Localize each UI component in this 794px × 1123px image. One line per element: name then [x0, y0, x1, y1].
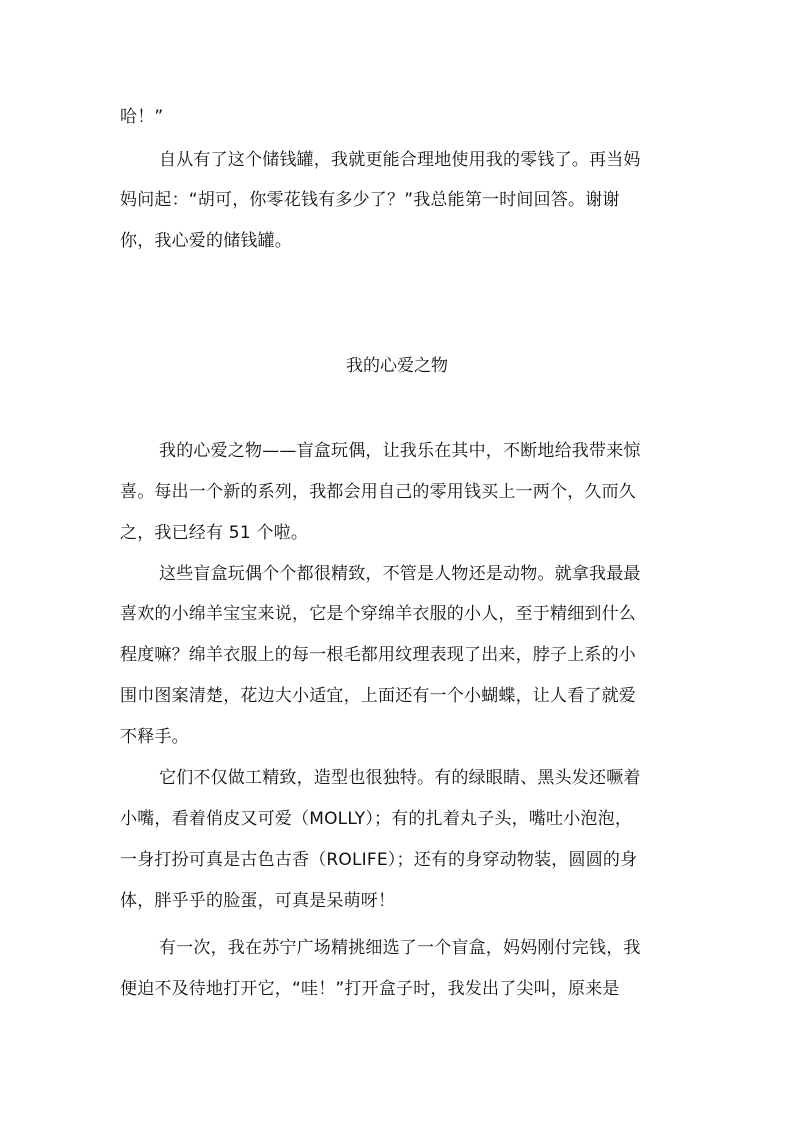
essay-line: 体，胖乎乎的脸蛋，可真是呆萌呀！: [120, 891, 396, 911]
prev-essay-line-4: 你，我心爱的储钱罐。: [120, 231, 292, 251]
essay-line: 之，我已经有 51 个啦。: [120, 523, 309, 543]
essay-line: 这些盲盒玩偶个个都很精致，不管是人物还是动物。就拿我最最: [159, 564, 641, 584]
essay-line: 有一次，我在苏宁广场精挑细选了一个盲盒，妈妈刚付完钱，我: [159, 938, 641, 958]
essay-line: 喜欢的小绵羊宝宝来说，它是个穿绵羊衣服的小人，至于精细到什么: [120, 604, 636, 624]
essay-line: 程度嘛？绵羊衣服上的每一根毛都用纹理表现了出来，脖子上系的小: [120, 645, 636, 665]
essay-line: 不释手。: [120, 727, 189, 747]
prev-essay-line-3: 妈问起：“胡可，你零花钱有多少了？”我总能第一时间回答。谢谢: [120, 190, 620, 210]
prev-essay-line-1: 哈！”: [120, 107, 164, 127]
essay-line: 我的心爱之物——盲盒玩偶，让我乐在其中，不断地给我带来惊: [159, 441, 641, 461]
prev-essay-line-2: 自从有了这个储钱罐，我就更能合理地使用我的零钱了。再当妈: [159, 150, 641, 170]
essay-line: 喜。每出一个新的系列，我都会用自己的零用钱买上一两个，久而久: [120, 482, 636, 502]
essay-line: 它们不仅做工精致，造型也很独特。有的绿眼睛、黑头发还噘着: [159, 768, 641, 788]
essay-line: 便迫不及待地打开它，“哇！”打开盒子时，我发出了尖叫，原来是: [120, 979, 620, 999]
essay-line: 小嘴，看着俏皮又可爱（MOLLY）；有的扎着丸子头，嘴吐小泡泡，: [120, 809, 633, 829]
essay-line: 一身打扮可真是古色古香（ROLIFE）；还有的身穿动物装，圆圆的身: [120, 850, 638, 870]
essay-line: 围巾图案清楚，花边大小适宜，上面还有一个小蝴蝶，让人看了就爱: [120, 686, 636, 706]
essay-title: 我的心爱之物: [346, 356, 448, 376]
